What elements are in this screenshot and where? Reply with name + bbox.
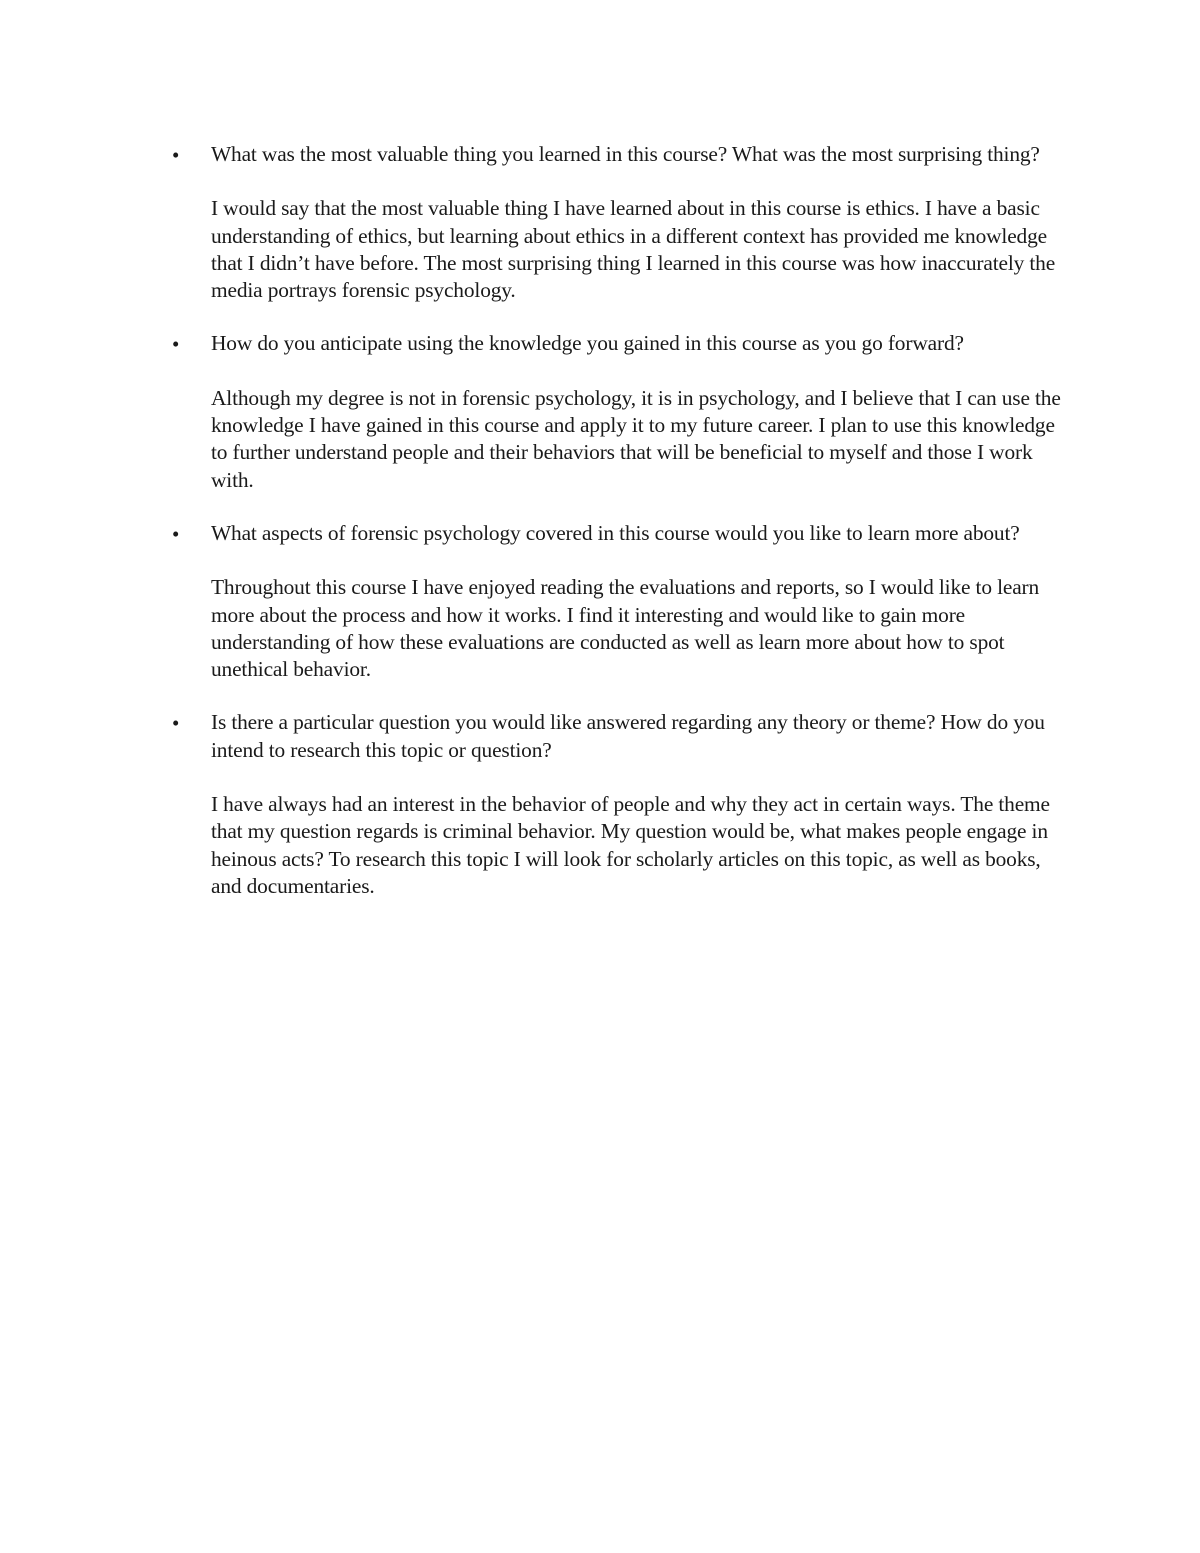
question-text: Is there a particular question you would like answered regarding any theory or theme? How do you intend to research this topic or question? <box>211 710 1045 762</box>
bullet-icon: • <box>172 521 180 546</box>
answer-text: Throughout this course I have enjoyed reading the evaluations and reports, so I would like to learn more about the process and how it works. I find it interesting and would like to gain more understanding of how these evaluations are conducted as well as learn more about how to spot unethical behavior. <box>211 575 1040 682</box>
list-item <box>0 141 1071 304</box>
answer-text: I have always had an interest in the behavior of people and why they act in certain ways. The theme that my question regards is criminal behavior. My question would be, what makes people engage in heinous acts? To research this topic I will look for scholarly articles on this topic, as well as books, and documentaries. <box>211 792 1050 898</box>
list-item <box>0 709 1071 900</box>
question-text: What was the most valuable thing you learned in this course? What was the most surprising thing? <box>211 142 1040 166</box>
list-item <box>0 520 1071 683</box>
bullet-icon: • <box>172 143 180 167</box>
list-item <box>0 330 1071 493</box>
bullet-icon: • <box>172 332 180 357</box>
question-text: What aspects of forensic psychology covered in this course would you like to learn more about? <box>211 520 1020 545</box>
answer-text: I would say that the most valuable thing I have learned about in this course is ethics. I have a basic understanding of ethics, but learning about ethics in a different context has provided me knowledge that I didn’t have before. The most surprising thing I learned in this course was how inaccurately the media portrays forensic psychology. <box>211 196 1056 303</box>
answer-text: Although my degree is not in forensic psychology, it is in psychology, and I believe that I can use the knowledge I have gained in this course and apply it to my future career. I plan to use this knowledge to further understand people and their behaviors that will be beneficial to myself and those I work with. <box>211 385 1061 492</box>
question-text: How do you anticipate using the knowledge you gained in this course as you go forward? <box>211 331 964 356</box>
bullet-icon: • <box>172 711 180 736</box>
question-list <box>0 141 1200 926</box>
